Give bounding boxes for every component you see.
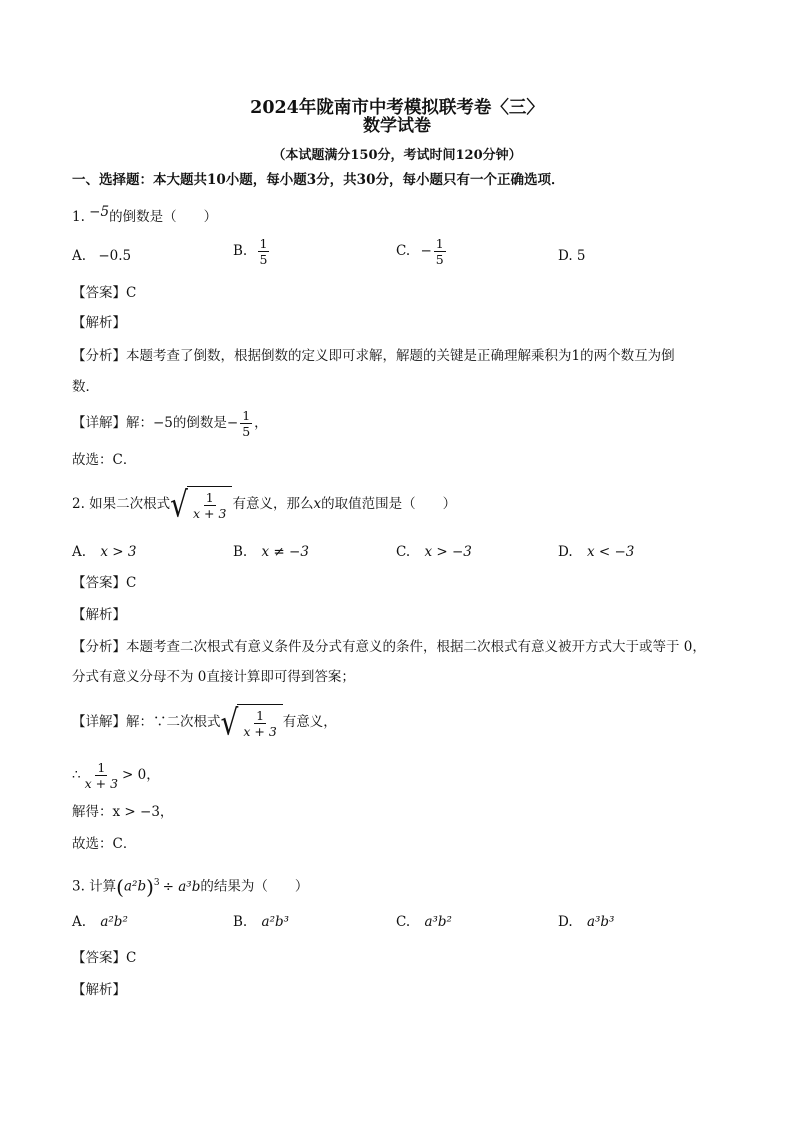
detail-text: 有意义，: [282, 714, 337, 730]
q2-fenxi-line2: 分式有意义分母不为 0直接计算即可得到答案；: [72, 669, 355, 685]
radicand: [187, 486, 232, 523]
q1-analysis: 【解析】: [72, 315, 126, 331]
q3-option-b: [233, 912, 289, 932]
q2-answer: 【答案】C: [72, 575, 137, 591]
q3-analysis: 【解析】: [72, 982, 126, 998]
page-subtitle: 数学试卷: [363, 116, 431, 136]
q1-option-d: D. 5: [558, 248, 586, 264]
q1-option-b: [233, 236, 271, 267]
detail-text: ，: [254, 415, 268, 431]
question-text: 的结果为（ ）: [200, 878, 309, 895]
q1-detail: [72, 408, 268, 439]
option-label: B.: [233, 243, 248, 259]
sqrt-expression: [170, 483, 232, 525]
q1-choose: 故选：C．: [72, 452, 137, 468]
option-value: −0.5: [98, 248, 132, 264]
q2-fenxi-line1: 【分析】本题考查二次根式有意义条件及分式有意义的条件，根据二次根式有意义被开方式大于或等于 0，: [72, 639, 706, 655]
variable: x: [313, 496, 322, 512]
q1-answer: 【答案】C: [72, 285, 137, 301]
q2-choose: 故选：C．: [72, 836, 137, 852]
fraction-numerator: 1: [97, 760, 106, 775]
option-value: a³b²: [424, 914, 452, 930]
option-label: C.: [396, 243, 411, 259]
q2-option-b: [233, 542, 309, 562]
fraction-denominator: x + 3: [193, 506, 227, 521]
fraction: [434, 236, 446, 267]
option-value: x > 3: [100, 544, 137, 560]
fraction-numerator: 1: [242, 408, 251, 423]
option-label: B.: [233, 544, 248, 560]
detail-text: 【详解】解：−5的倒数是: [72, 415, 227, 431]
question-3: [72, 870, 308, 900]
option-label: D.: [558, 544, 573, 560]
fraction: [83, 760, 120, 791]
fraction-numerator: 1: [259, 236, 268, 251]
fraction-denominator: x + 3: [84, 776, 119, 791]
q3-option-a: [72, 912, 128, 932]
detail-sign: −: [226, 415, 239, 431]
question-expr: −5: [89, 204, 110, 220]
q1-fenxi-line1: 【分析】本题考查了倒数，根据倒数的定义即可求解，解题的关键是正确理解乘积为1的两个数互为倒: [72, 348, 675, 364]
exam-note: （本试题满分150分，考试时间120分钟）: [272, 148, 522, 163]
close-paren: ): [146, 875, 154, 899]
fraction-denominator: 5: [242, 424, 251, 439]
fraction: [240, 408, 252, 439]
fraction-denominator: 5: [435, 252, 444, 267]
option-value: x < −3: [586, 544, 635, 560]
radical-sign: √: [220, 701, 239, 743]
option-label: A.: [72, 248, 87, 264]
question-text: 的取值范围是（ ）: [321, 496, 457, 512]
question-text: 的倒数是（ ）: [109, 209, 218, 225]
section-heading: 一、选择题：本大题共10小题，每小题3分，共30分，每小题只有一个正确选项．: [72, 172, 565, 188]
fraction: [191, 490, 228, 521]
open-paren: (: [116, 875, 124, 899]
question-text: 如果二次根式: [89, 496, 171, 512]
exponent: 3: [153, 878, 160, 888]
option-value: a²b³: [261, 914, 290, 930]
q2-option-a: [72, 542, 136, 562]
q2-analysis: 【解析】: [72, 607, 126, 623]
option-label: A.: [72, 914, 87, 930]
question-number: 1.: [72, 209, 90, 225]
option-label: D.: [558, 914, 573, 930]
fraction: [241, 708, 278, 739]
q2-detail: [72, 701, 337, 743]
question-number: 3.: [72, 878, 90, 895]
option-sign: −: [420, 243, 432, 259]
fraction: [258, 236, 270, 267]
question-number: 2.: [72, 496, 90, 512]
fraction-numerator: 1: [435, 236, 444, 251]
question-2: [72, 483, 457, 525]
fraction-denominator: 5: [259, 252, 268, 267]
q2-option-c: [396, 542, 472, 562]
expression-inner: a²b: [123, 878, 147, 895]
option-label: C.: [396, 914, 411, 930]
option-value: a²b²: [100, 914, 128, 930]
inequality: > 0，: [122, 767, 160, 783]
q2-solve: 解得：x > −3，: [72, 804, 174, 820]
q1-option-c: [396, 236, 448, 267]
option-label: C.: [396, 544, 411, 560]
question-1: [72, 204, 218, 227]
option-label: A.: [72, 544, 87, 560]
fraction-numerator: 1: [205, 490, 214, 505]
q3-answer: 【答案】C: [72, 950, 137, 966]
q2-therefore: [72, 758, 160, 792]
option-value: x > −3: [424, 544, 472, 560]
option-value: a³b³: [586, 914, 615, 930]
q3-option-c: [396, 912, 452, 932]
q1-option-a: [72, 246, 131, 266]
option-value: x ≠ −3: [261, 544, 309, 560]
q2-option-d: [558, 542, 634, 562]
q1-fenxi-line2: 数．: [72, 379, 99, 395]
detail-text: 【详解】解：∵二次根式: [72, 714, 221, 730]
radicand: [237, 704, 282, 741]
fraction-denominator: x + 3: [243, 724, 277, 739]
therefore-symbol: ∴: [72, 767, 81, 783]
page-title: 2024年陇南市中考模拟联考卷〈三〉: [250, 98, 544, 118]
division-expression: ÷ a³b: [162, 878, 201, 895]
question-text: 计算: [89, 878, 117, 895]
option-label: B.: [233, 914, 248, 930]
fraction-numerator: 1: [256, 708, 265, 723]
q3-option-d: [558, 912, 614, 932]
radical-sign: √: [170, 483, 189, 525]
sqrt-expression: [220, 701, 283, 743]
question-text: 有意义，那么: [232, 496, 314, 512]
